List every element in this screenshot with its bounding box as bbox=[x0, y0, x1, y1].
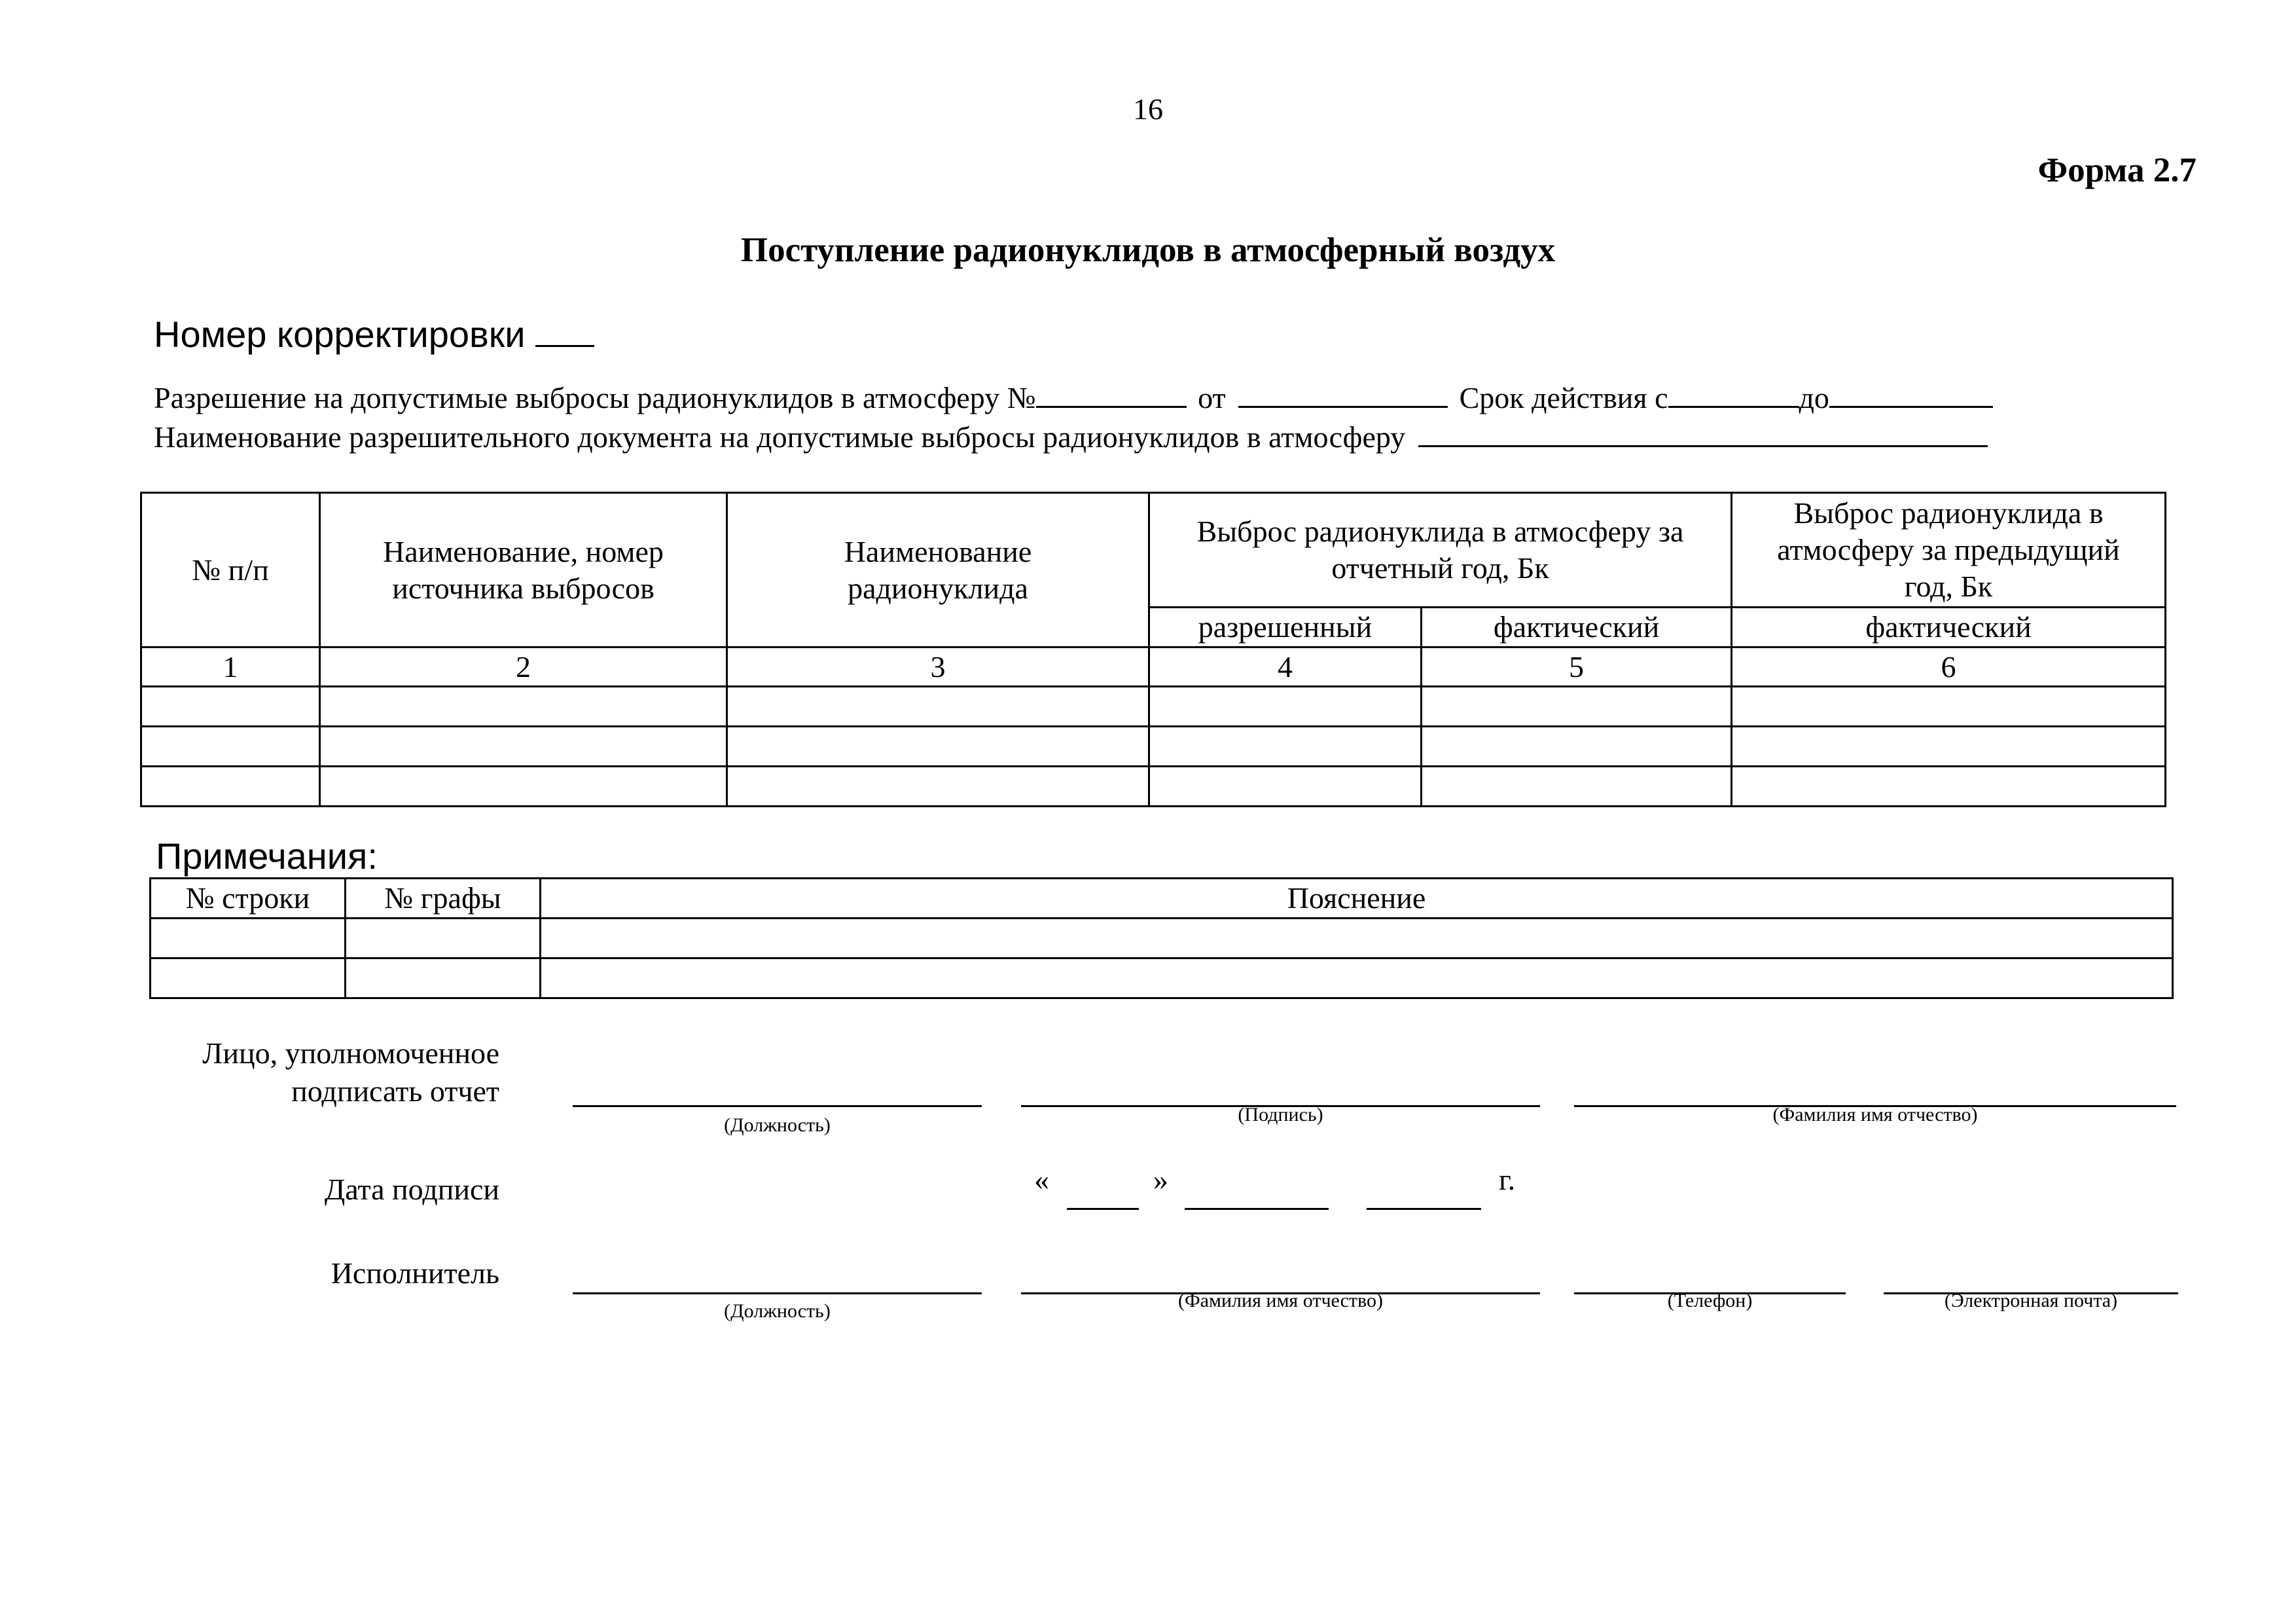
email-caption: (Электронная почта) bbox=[1944, 1290, 2118, 1311]
table-cell[interactable] bbox=[1422, 727, 1732, 767]
table-cell[interactable] bbox=[320, 687, 727, 727]
table-cell[interactable] bbox=[1149, 767, 1422, 807]
permit-from-label: от bbox=[1198, 381, 1226, 414]
validity-end-field[interactable] bbox=[1829, 380, 1993, 408]
document-title: Поступление радионуклидов в атмосферный воздух bbox=[740, 231, 1556, 269]
table-cell[interactable] bbox=[727, 767, 1149, 807]
date-quote-open: « bbox=[1034, 1163, 1049, 1196]
table-row bbox=[141, 727, 2166, 767]
notes-cell[interactable] bbox=[151, 919, 346, 958]
notes-row bbox=[151, 919, 2173, 958]
notes-cell[interactable] bbox=[151, 958, 346, 998]
table-cell[interactable] bbox=[1732, 687, 2166, 727]
header-source: Наименование, номер источника выбросов bbox=[320, 493, 727, 647]
column-number: 4 bbox=[1149, 647, 1422, 687]
permit-label: Разрешение на допустимые выбросы радионуклидов в атмосферу № bbox=[154, 381, 1036, 414]
table-cell[interactable] bbox=[141, 687, 320, 727]
permit-number-field[interactable] bbox=[1036, 380, 1187, 408]
executor-label: Исполнитель bbox=[331, 1256, 499, 1290]
notes-table bbox=[149, 877, 2174, 999]
header-nuclide: Наименование радионуклида bbox=[727, 493, 1149, 647]
table-cell[interactable] bbox=[320, 727, 727, 767]
notes-cell[interactable] bbox=[346, 919, 541, 958]
notes-header-column-number: № графы bbox=[346, 879, 541, 919]
table-cell[interactable] bbox=[1732, 727, 2166, 767]
date-day-field[interactable] bbox=[1067, 1208, 1139, 1210]
header-row-number: № п/п bbox=[141, 493, 320, 647]
form-label: Форма 2.7 bbox=[2037, 151, 2197, 189]
notes-cell[interactable] bbox=[541, 958, 2173, 998]
table-cell[interactable] bbox=[1149, 727, 1422, 767]
permit-row bbox=[154, 380, 1993, 415]
notes-heading: Примечания: bbox=[156, 835, 378, 877]
signature-caption: (Подпись) bbox=[1238, 1104, 1323, 1125]
date-month-field[interactable] bbox=[1185, 1208, 1329, 1210]
table-cell[interactable] bbox=[141, 727, 320, 767]
date-quote-close: » bbox=[1153, 1163, 1168, 1196]
full-name-caption: (Фамилия имя отчество) bbox=[1772, 1104, 1978, 1125]
date-year-suffix: г. bbox=[1499, 1163, 1516, 1196]
table-cell[interactable] bbox=[141, 767, 320, 807]
notes-header-row-number: № строки bbox=[151, 879, 346, 919]
permit-document-field[interactable] bbox=[1418, 419, 1988, 447]
authorized-person-label: Лицо, уполномоченное подписать отчет bbox=[202, 1036, 499, 1108]
table-cell[interactable] bbox=[727, 687, 1149, 727]
correction-number-row bbox=[154, 313, 594, 356]
column-number: 2 bbox=[320, 647, 727, 687]
executor-position-caption: (Должность) bbox=[724, 1300, 831, 1322]
validity-to-label: до bbox=[1799, 381, 1829, 414]
validity-label: Срок действия с bbox=[1459, 381, 1668, 414]
table-row bbox=[141, 767, 2166, 807]
subheader-actual: фактический bbox=[1422, 608, 1732, 647]
subheader-prev-actual: фактический bbox=[1732, 608, 2166, 647]
column-number: 3 bbox=[727, 647, 1149, 687]
page-number: 16 bbox=[1133, 92, 1163, 126]
date-year-field[interactable] bbox=[1367, 1208, 1481, 1210]
table-header-row bbox=[141, 493, 2166, 608]
permit-document-row bbox=[154, 419, 1988, 454]
permit-document-label: Наименование разрешительного документа на допустимые выбросы радионуклидов в атмосферу bbox=[154, 420, 1406, 454]
signature-date-label: Дата подписи bbox=[324, 1173, 499, 1206]
notes-header-row bbox=[151, 879, 2173, 919]
table-cell[interactable] bbox=[727, 727, 1149, 767]
correction-number-label: Номер корректировки bbox=[154, 314, 526, 355]
column-number: 1 bbox=[141, 647, 320, 687]
executor-position-field[interactable] bbox=[573, 1292, 982, 1294]
notes-cell[interactable] bbox=[541, 919, 2173, 958]
header-report-year: Выброс радионуклида в атмосферу за отчетный год, Бк bbox=[1149, 493, 1732, 608]
header-prev-year: Выброс радионуклида в атмосферу за предыдущий год, Бк bbox=[1732, 493, 2166, 608]
executor-name-caption: (Фамилия имя отчество) bbox=[1178, 1290, 1383, 1311]
emissions-table bbox=[140, 492, 2166, 807]
notes-cell[interactable] bbox=[346, 958, 541, 998]
subheader-permitted: разрешенный bbox=[1149, 608, 1422, 647]
table-cell[interactable] bbox=[1422, 767, 1732, 807]
table-cell[interactable] bbox=[320, 767, 727, 807]
table-cell[interactable] bbox=[1422, 687, 1732, 727]
correction-number-field[interactable] bbox=[535, 316, 594, 347]
phone-caption: (Телефон) bbox=[1667, 1290, 1753, 1311]
column-number: 6 bbox=[1732, 647, 2166, 687]
table-cell[interactable] bbox=[1732, 767, 2166, 807]
notes-header-explanation: Пояснение bbox=[541, 879, 2173, 919]
column-number: 5 bbox=[1422, 647, 1732, 687]
validity-start-field[interactable] bbox=[1668, 380, 1799, 408]
position-caption: (Должность) bbox=[724, 1114, 831, 1136]
notes-row bbox=[151, 958, 2173, 998]
table-cell[interactable] bbox=[1149, 687, 1422, 727]
position-field[interactable] bbox=[573, 1105, 982, 1107]
table-row bbox=[141, 687, 2166, 727]
permit-date-field[interactable] bbox=[1238, 380, 1448, 408]
column-number-row bbox=[141, 647, 2166, 687]
